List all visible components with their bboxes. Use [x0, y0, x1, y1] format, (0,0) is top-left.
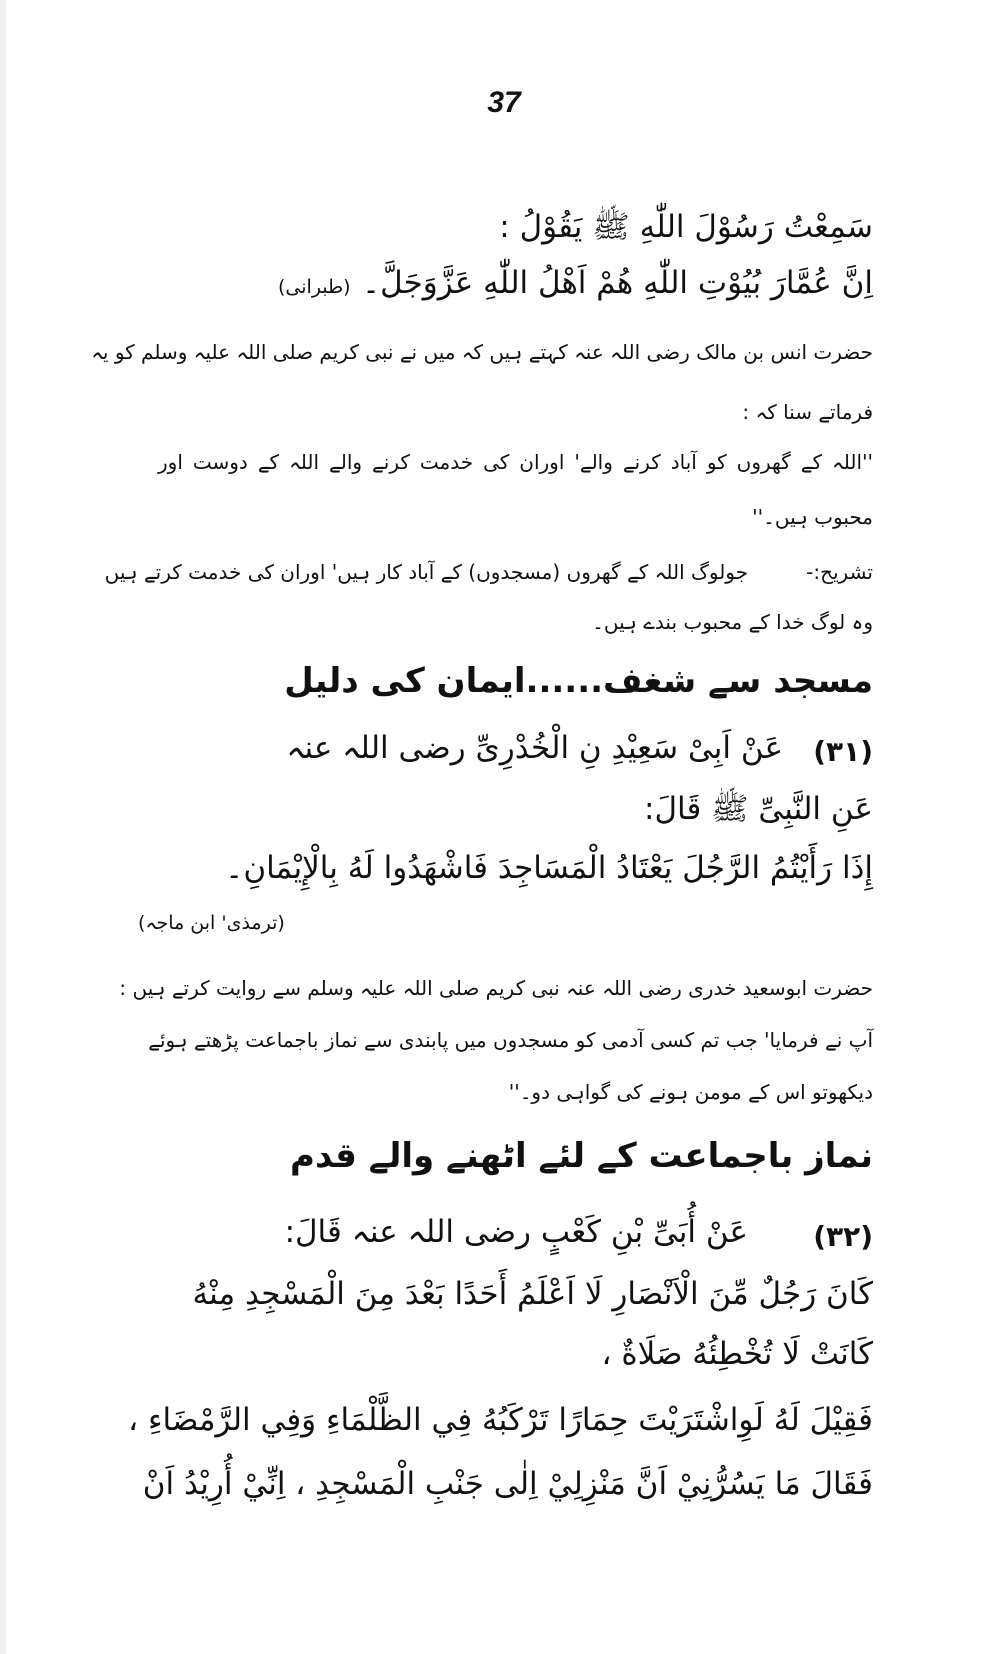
urdu-quote-line-1: ''اللہ کے گھروں کو آباد کرنے والے' اوران کی خدمت کرنے والے اللہ کے دوست اور — [158, 450, 873, 474]
arabic-line-8: كَانَتْ لَا تُخْطِئُهُ صَلَاةٌ ، — [601, 1336, 873, 1372]
arabic-line-2: اِنَّ عُمَّارَ بُيُوْتِ اللّٰهِ هُمْ اَهْلُ اللّٰهِ عَزَّوَجَلَّ۔ — [361, 265, 873, 301]
arabic-line-6: عَنْ أُبَیِّ بْنِ كَعْبٍ رضی اللہ عنہ قَالَ: — [284, 1214, 748, 1250]
scan-edge — [0, 0, 6, 1654]
urdu-line-1: حضرت انس بن مالک رضی اللہ عنہ کہتے ہیں کہ میں نے نبی کریم صلی اللہ علیہ وسلم کو یہ — [91, 340, 873, 364]
arabic-line-10: فَقَالَ مَا يَسُرُّنِيْ اَنَّ مَنْزِلِيْ اِلٰى جَنْبِ الْمَسْجِدِ ، اِنِّيْ أُرِيْدُ اَنْ — [142, 1466, 873, 1502]
arabic-line-3: عَنْ اَبِیْ سَعِیْدِ نِ الْخُدْرِیِّ رضی اللہ عنہ — [286, 730, 783, 766]
arabic-line-7: كَانَ رَجُلٌ مِّنَ الْاَنْصَارِ لَا اَعْلَمُ أَحَدًا بَعْدَ مِنَ الْمَسْجِدِ مِنْهُ — [192, 1276, 873, 1312]
hadith-number-32: (۳۲) — [813, 1220, 873, 1253]
arabic-line-5: إِذَا رَأَيْتُمُ الرَّجُلَ يَعْتَادُ الْمَسَاجِدَ فَاشْهَدُوا لَهُ بِالْإِيْمَانِ۔ — [225, 850, 873, 886]
urdu-quote-line-2: محبوب ہیں۔'' — [752, 505, 873, 529]
reference-tabarani: (طبرانی) — [278, 276, 351, 298]
urdu-line-9: دیکھوتو اس کے مومن ہونے کی گواہی دو۔'' — [508, 1080, 873, 1104]
hadith-number-31: (۳۱) — [813, 735, 873, 768]
tashreeh-line-1: جولوگ اللہ کے گھروں (مسجدوں) کے آباد کار ہیں' اوران کی خدمت کرتے ہیں — [104, 560, 748, 584]
urdu-line-7: حضرت ابوسعید خدری رضی اللہ عنہ نبی کریم صلی اللہ علیہ وسلم سے روایت کرتے ہیں : — [119, 976, 873, 1000]
reference-tirmidhi: (ترمذی' ابن ماجہ) — [138, 912, 285, 934]
arabic-line-4: عَنِ النَّبِیِّ ﷺ قَالَ: — [644, 791, 873, 827]
arabic-line-9: فَقِيْلَ لَهُ لَوِاشْتَرَيْتَ حِمَارًا تَرْكَبُهُ فِي الظَّلْمَاءِ وَفِي الرَّمْضَاءِ ، — [128, 1402, 873, 1438]
urdu-line-2: فرماتے سنا کہ : — [742, 400, 873, 424]
section-heading-1: مسجد سے شغف......ایمان کی دلیل — [284, 661, 873, 701]
tashreeh-line-2: وہ لوگ خدا کے محبوب بندے ہیں۔ — [592, 610, 873, 634]
tashreeh-label: تشریح:- — [806, 560, 873, 584]
page-number: 37 — [487, 86, 521, 119]
arabic-line-1: سَمِعْتُ رَسُوْلَ اللّٰهِ ﷺ يَقُوْلُ : — [499, 209, 873, 245]
section-heading-2: نماز باجماعت کے لئے اٹھنے والے قدم — [290, 1136, 873, 1176]
urdu-line-8: آپ نے فرمایا' جب تم کسی آدمی کو مسجدوں میں پابندی سے نماز باجماعت پڑھتے ہوئے — [148, 1028, 873, 1052]
